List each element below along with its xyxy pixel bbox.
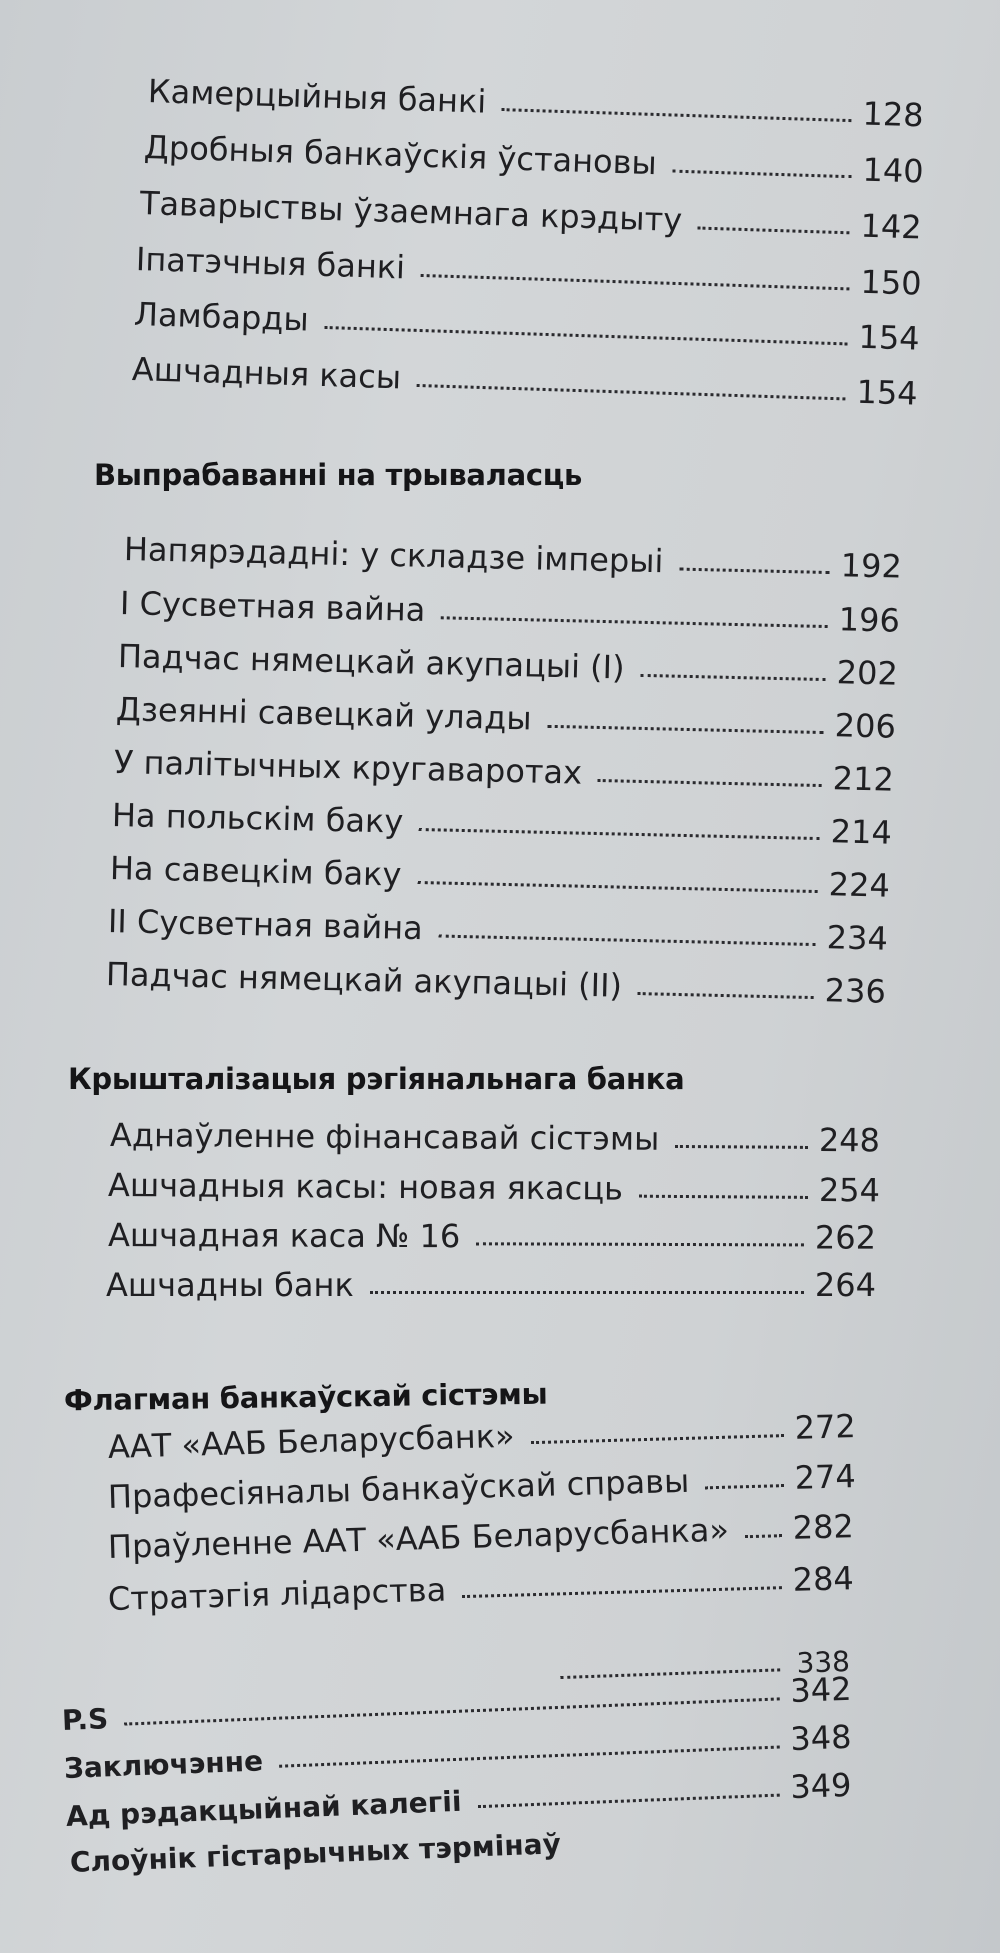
dot-leader (531, 1434, 784, 1444)
toc-entry (120, 584, 901, 640)
toc-entry-page: 274 (794, 1457, 857, 1497)
toc-entry-page: 192 (840, 546, 903, 586)
toc-entry-page: 338 (795, 1644, 851, 1680)
toc-entry (118, 637, 899, 693)
dot-leader (547, 725, 823, 734)
dot-leader (478, 1794, 780, 1809)
toc-entry-title: Прафесіяналы банкаўскай справы (107, 1461, 690, 1516)
toc-entry-page: 264 (814, 1266, 876, 1304)
toc-entry (133, 295, 920, 358)
dot-leader (745, 1534, 782, 1538)
toc-entry-title: Камерцыйныя банкі (147, 72, 487, 121)
toc-entry (131, 350, 918, 413)
toc-entry-page (587, 1850, 649, 1852)
toc-entry-page: 282 (792, 1507, 855, 1547)
toc-entry-page: 236 (824, 971, 887, 1011)
toc-entry (112, 796, 893, 852)
dot-leader (679, 568, 829, 574)
section-heading: Крышталізацыя рэгіянальнага банка (68, 1062, 685, 1096)
toc-entry (108, 1216, 876, 1257)
toc-entry (116, 690, 897, 746)
toc-entry-title: ІІ Сусветная вайна (107, 902, 424, 948)
dot-leader (639, 1195, 808, 1199)
toc-entry-page: 154 (857, 317, 921, 358)
dot-leader (476, 1242, 804, 1246)
toc-entry-title: Ашчадныя касы (131, 350, 402, 397)
toc-entry-page: 234 (826, 918, 889, 958)
toc-entry-title: Напярэдадні: у складзе імперыі (123, 530, 664, 581)
toc-entry-title: Стратэгія лідарства (107, 1570, 447, 1618)
toc-entry-title: Ашчадны банк (106, 1266, 354, 1304)
toc-entry-title: Слоўнік гістарычных тэрмінаў (69, 1827, 562, 1879)
toc-entry (69, 1827, 570, 1879)
toc-entry-title: Заключэнне (63, 1744, 264, 1785)
dot-leader (698, 227, 850, 235)
toc-entry-page: 128 (861, 94, 925, 135)
toc-entry-page: 196 (838, 600, 901, 640)
dot-leader (419, 828, 820, 840)
toc-entry-page: 154 (855, 372, 919, 413)
dot-leader (417, 881, 817, 893)
dot-leader (417, 384, 846, 400)
toc-entry (124, 530, 903, 586)
toc-entry-title: Ашчадныя касы: новая якасць (107, 1166, 624, 1208)
toc-entry-title: Таварыствы ўзаемнага крэдыту (139, 184, 683, 240)
dot-leader (439, 935, 816, 947)
dot-leader (441, 616, 828, 628)
toc-entry-page: 262 (814, 1218, 877, 1257)
toc-entry-title: Ад рэдакцыйнай калегіі (65, 1784, 463, 1833)
toc-entry-title: Іпатэчныя банкі (135, 240, 406, 287)
toc-entry-page: 342 (789, 1669, 853, 1711)
toc-entry (139, 184, 922, 247)
toc-entry-title: Ашчадная каса № 16 (107, 1216, 461, 1256)
toc-entry (110, 849, 891, 905)
dot-leader (324, 326, 847, 345)
toc-entry-title: На савецкім баку (109, 849, 402, 894)
toc-entry-title: Дзеянні савецкай улады (115, 690, 533, 738)
dot-leader (279, 1746, 780, 1768)
toc-entry (107, 1559, 854, 1618)
dot-leader (502, 108, 852, 122)
toc-entry (110, 1116, 880, 1159)
toc-entry (106, 955, 887, 1011)
toc-entry-title: Ламбарды (133, 295, 310, 339)
dot-leader (598, 779, 822, 787)
toc-entry-title: Аднаўленне фінансавай сістэмы (109, 1116, 660, 1158)
toc-entry-page: 348 (789, 1717, 853, 1759)
toc-entry (135, 240, 922, 303)
toc-entry-title: ААТ «ААБ Беларусбанк» (107, 1416, 516, 1466)
toc-entry-title: На польскім баку (111, 796, 404, 841)
toc-entry-page: 254 (818, 1170, 881, 1210)
toc-entry-title: Праўленне ААТ «ААБ Беларусбанка» (107, 1510, 730, 1566)
dot-leader (638, 992, 814, 999)
toc-entry (108, 1166, 880, 1209)
toc-entry (114, 743, 895, 799)
toc-entry-page: 140 (861, 150, 925, 191)
dot-leader (462, 1586, 782, 1598)
toc-entry (106, 1266, 876, 1304)
toc-entry-page: 284 (792, 1559, 855, 1599)
toc-entry (108, 902, 889, 958)
toc-entry (147, 72, 924, 134)
toc-entry (107, 1407, 856, 1466)
toc-entry-page: 214 (830, 812, 893, 852)
toc-entry-page: 224 (828, 865, 891, 905)
toc-entry-page: 150 (859, 262, 923, 303)
section-heading: Флагман банкаўскай сістэмы (63, 1376, 548, 1418)
section-heading: Выпрабаванні на трываласць (94, 458, 582, 492)
toc-entry (107, 1457, 856, 1516)
toc-entry-title: P.S (61, 1702, 109, 1737)
dot-leader (705, 1484, 784, 1489)
dot-leader (421, 274, 850, 290)
toc-entry (143, 128, 924, 190)
toc-entry-title: Падчас нямецкай акупацыі (ІІ) (105, 955, 623, 1005)
toc-entry-page: 206 (834, 706, 897, 746)
toc-entry-title: І Сусветная вайна (119, 584, 426, 629)
toc-entry-page: 349 (789, 1765, 853, 1807)
toc-entry (107, 1507, 854, 1566)
dot-leader (124, 1697, 779, 1725)
dot-leader (672, 170, 851, 179)
toc-entry-page: 272 (794, 1407, 857, 1447)
toc-entry-page: 248 (818, 1120, 881, 1160)
toc-entry-page: 202 (836, 653, 899, 693)
toc-entry-page: 212 (832, 759, 895, 799)
toc-entry-page: 142 (859, 206, 923, 247)
toc-entry-title: Дробныя банкаўскія ўстановы (143, 128, 658, 183)
dot-leader (370, 1291, 804, 1294)
dot-leader (675, 1145, 808, 1149)
dot-leader (640, 674, 825, 681)
toc-entry-title: Падчас нямецкай акупацыі (І) (117, 637, 625, 687)
toc-entry-title: У палітычных кругаваротах (113, 743, 583, 792)
